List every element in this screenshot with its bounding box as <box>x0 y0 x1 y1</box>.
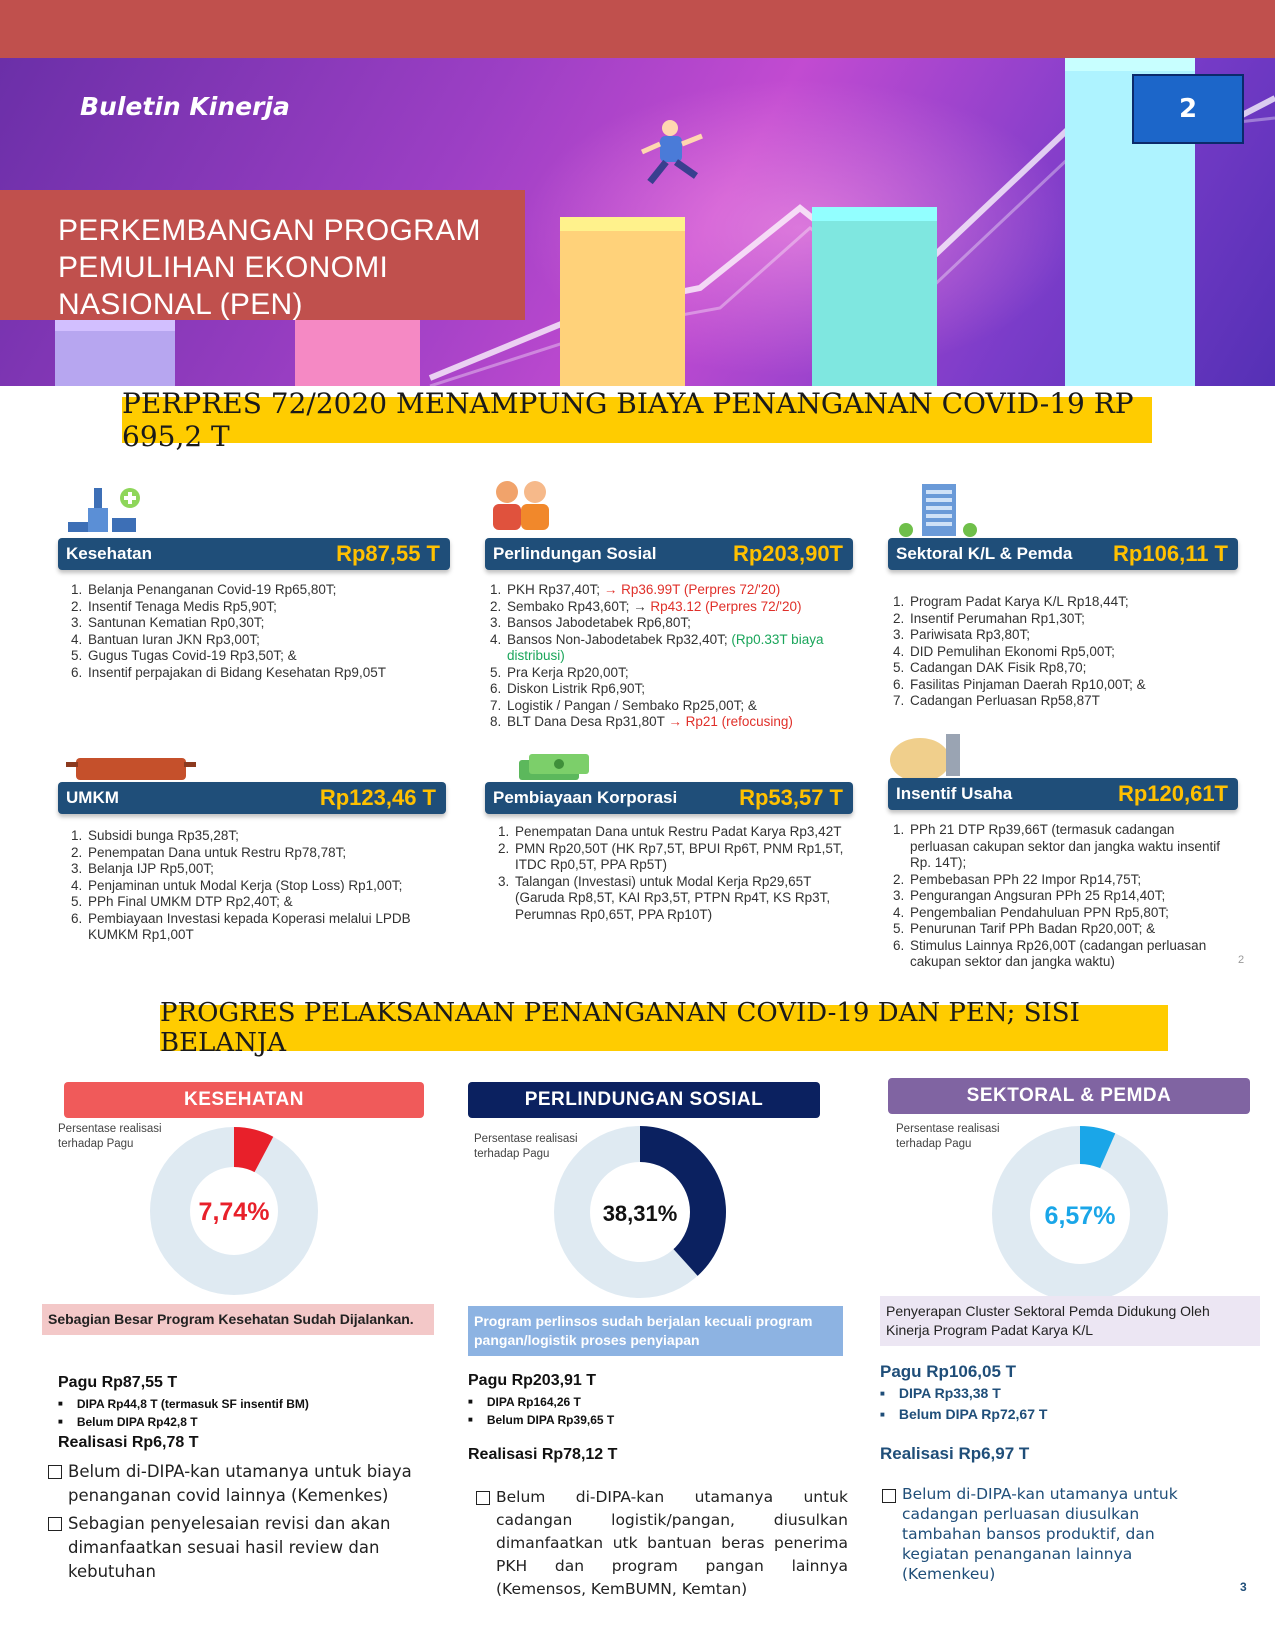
section-1-title: PERPRES 72/2020 MENAMPUNG BIAYA PENANGANAN COVID-19 RP 695,2 T <box>122 397 1152 443</box>
list-item: 7. Logistik / Pangan / Sembako Rp25,00T; & <box>505 698 850 715</box>
progress-checklist <box>880 1484 1200 1588</box>
family-icon <box>487 478 557 534</box>
page-title-line-1: PERKEMBANGAN PROGRAM <box>58 214 481 247</box>
cluster-kesehatan <box>58 478 450 718</box>
cluster-label: Insentif Usaha <box>896 784 1013 803</box>
cluster-label: Sektoral K/L & Pemda <box>896 544 1073 563</box>
list-item: 4. Bantuan Iuran JKN Rp3,00T; <box>86 632 436 649</box>
cluster-sektoral-header <box>888 538 1238 570</box>
list-item: 1. Penempatan Dana untuk Restru Padat Karya Rp3,42T <box>513 824 858 841</box>
list-item: 1. Subsidi bunga Rp35,28T; <box>86 828 441 845</box>
list-item: 6. Stimulus Lainnya Rp26,00T (cadangan perluasan cakupan sektor dan jangka waktu) <box>908 938 1233 971</box>
cluster-korporasi <box>485 752 857 972</box>
realisasi-amount: Realisasi Rp78,12 T <box>468 1446 618 1463</box>
list-item: 1. PKH Rp37,40T; → Rp36.99T (Perpres 72/'20) <box>505 582 850 599</box>
list-item: 3. Belanja IJP Rp5,00T; <box>86 861 441 878</box>
list-item: 1. Belanja Penanganan Covid-19 Rp65,80T; <box>86 582 436 599</box>
cluster-korporasi-header <box>485 782 853 814</box>
checklist-item: Belum di-DIPA-kan utamanya untuk cadangan perluasan diusulkan tambahan bansos produktif, dan kegiatan penanganan lainnya (Kemenkeu) <box>880 1484 1200 1584</box>
donut-perlinsos <box>540 1122 740 1302</box>
list-item: ■ DIPA Rp44,8 T (termasuk SF insentif BM) <box>58 1396 309 1414</box>
percent-caption: Persentase realisasi terhadap Pagu <box>896 1123 1000 1150</box>
list-item: 6. Fasilitas Pinjaman Daerah Rp10,00T; & <box>908 677 1228 694</box>
list-item: 7. Cadangan Perluasan Rp58,87T <box>908 693 1228 710</box>
page-title-line-3: NASIONAL (PEN) <box>58 288 303 321</box>
cluster-sektoral-list <box>908 594 1228 710</box>
list-item: 4. DID Pemulihan Ekonomi Rp5,00T; <box>908 644 1228 661</box>
banner-bar-4 <box>812 221 937 386</box>
list-item: 5. PPh Final UMKM DTP Rp2,40T; & <box>86 894 441 911</box>
list-item: 4. Pengembalian Pendahuluan PPN Rp5,80T; <box>908 905 1233 922</box>
pagu-amount: Pagu Rp87,55 T <box>58 1374 178 1391</box>
list-item: 2. Insentif Tenaga Medis Rp5,90T; <box>86 599 436 616</box>
runner-figure-icon <box>630 116 720 196</box>
footer-page-number: 3 <box>1240 1580 1247 1594</box>
percent-caption: Persentase realisasi terhadap Pagu <box>58 1123 162 1150</box>
list-item: 5. Gugus Tugas Covid-19 Rp3,50T; & <box>86 648 436 665</box>
cluster-amount: Rp123,46 T <box>319 785 436 810</box>
list-item: 5. Pra Kerja Rp20,00T; <box>505 665 850 682</box>
pot-icon <box>66 752 206 782</box>
progress-sektoral <box>880 1078 1260 1598</box>
progress-perlinsos <box>468 1082 853 1602</box>
list-item: ■ Belum DIPA Rp42,8 T <box>58 1414 309 1432</box>
progress-sektoral-header: SEKTORAL & PEMDA <box>888 1078 1250 1114</box>
donut-percent-label: 6,57% <box>1044 1202 1116 1230</box>
percent-caption: Persentase realisasi terhadap Pagu <box>474 1133 578 1160</box>
section-2-title: PROGRES PELAKSANAAN PENANGANAN COVID-19 DAN PEN; SISI BELANJA <box>160 1005 1168 1051</box>
cluster-perlinsos-list <box>505 582 850 731</box>
banner-bar-1 <box>55 331 175 386</box>
list-item: 6. Pembiayaan Investasi kepada Koperasi melalui LPDB KUMKM Rp1,00T <box>86 911 441 944</box>
cluster-label: Kesehatan <box>66 544 152 563</box>
list-item: 2. Sembako Rp43,60T; → Rp43.12 (Perpres 72/'20) <box>505 599 850 616</box>
donut-kesehatan <box>134 1126 334 1296</box>
progress-note: Program perlinsos sudah berjalan kecuali program pangan/logistik proses penyiapan <box>468 1306 843 1356</box>
cluster-label: Pembiayaan Korporasi <box>493 788 678 807</box>
list-item: 3. Bansos Jabodetabek Rp6,80T; <box>505 615 850 632</box>
small-page-number: 2 <box>1238 954 1245 966</box>
coin-icon <box>888 730 968 780</box>
progress-note: Penyerapan Cluster Sektoral Pemda Didukung Oleh Kinerja Program Padat Karya K/L <box>880 1296 1260 1346</box>
list-item: 8. BLT Dana Desa Rp31,80T → Rp21 (refocusing) <box>505 714 850 731</box>
page-title-box <box>0 190 525 320</box>
cluster-kesehatan-header <box>58 538 450 570</box>
pagu-amount: Pagu Rp106,05 T <box>880 1362 1017 1381</box>
page-number-badge: 2 <box>1132 74 1244 144</box>
bulletin-title: Buletin Kinerja <box>80 92 290 121</box>
progress-checklist <box>46 1460 434 1588</box>
cluster-amount: Rp53,57 T <box>739 785 843 810</box>
progress-kesehatan <box>42 1082 437 1602</box>
progress-checklist <box>474 1486 848 1605</box>
list-item: ■ DIPA Rp33,38 T <box>880 1384 1047 1405</box>
list-item: ■ Belum DIPA Rp72,67 T <box>880 1405 1047 1426</box>
list-item: 5. Penurunan Tarif PPh Badan Rp20,00T; & <box>908 921 1233 938</box>
cluster-insentif-header <box>888 778 1238 810</box>
list-item: 1. Program Padat Karya K/L Rp18,44T; <box>908 594 1228 611</box>
cluster-kesehatan-list <box>86 582 436 681</box>
building-icon <box>892 478 982 540</box>
cluster-sektoral <box>888 478 1240 718</box>
list-item: 3. Talangan (Investasi) untuk Modal Kerja Rp29,65T (Garuda Rp8,5T, KAI Rp3,5T, PTPN Rp4T, KS Rp3T, Perumnas Rp0,65T, PPA Rp10T) <box>513 874 858 924</box>
hospital-icon <box>64 478 154 538</box>
checklist-item: Belum di-DIPA-kan utamanya untuk cadangan logistik/pangan, diusulkan dimanfaatkan utk bantuan beras penerima PKH dan program pangan lainnya (Kemensos, KemBUMN, Kemtan) <box>474 1486 848 1601</box>
cluster-label: UMKM <box>66 788 119 807</box>
cluster-insentif-list <box>908 822 1233 971</box>
cluster-perlinsos <box>485 478 857 748</box>
list-item: 3. Santunan Kematian Rp0,30T; <box>86 615 436 632</box>
donut-percent-label: 7,74% <box>198 1198 270 1226</box>
list-item: 6. Diskon Listrik Rp6,90T; <box>505 681 850 698</box>
progress-perlinsos-header: PERLINDUNGAN SOSIAL <box>468 1082 820 1118</box>
pagu-breakdown <box>880 1384 1047 1426</box>
checklist-item: Belum di-DIPA-kan utamanya untuk biaya penanganan covid lainnya (Kemenkes) <box>46 1460 434 1508</box>
checklist-item: Sebagian penyelesaian revisi dan akan dimanfaatkan sesuai hasil review dan kebutuhan <box>46 1512 434 1584</box>
list-item: 3. Pengurangan Angsuran PPh 25 Rp14,40T; <box>908 888 1233 905</box>
cluster-label: Perlindungan Sosial <box>493 544 657 563</box>
list-item: 5. Cadangan DAK Fisik Rp8,70; <box>908 660 1228 677</box>
list-item: 6. Insentif perpajakan di Bidang Kesehatan Rp9,05T <box>86 665 436 682</box>
cluster-perlinsos-header <box>485 538 853 570</box>
money-stack-icon <box>515 752 595 784</box>
cluster-amount: Rp120,61T <box>1117 781 1228 806</box>
banner-bar-3 <box>560 231 685 386</box>
donut-sektoral <box>980 1124 1180 1304</box>
list-item: 4. Penjaminan untuk Modal Kerja (Stop Loss) Rp1,00T; <box>86 878 441 895</box>
list-item: 2. PMN Rp20,50T (HK Rp7,5T, BPUI Rp6T, PNM Rp1,5T, ITDC Rp0,5T, PPA Rp5T) <box>513 841 858 874</box>
cluster-amount: Rp87,55 T <box>336 541 440 566</box>
pagu-breakdown <box>468 1394 614 1430</box>
list-item: 2. Pembebasan PPh 22 Impor Rp14,75T; <box>908 872 1233 889</box>
cluster-insentif <box>888 730 1240 970</box>
cluster-korporasi-list <box>513 824 858 923</box>
realisasi-amount: Realisasi Rp6,97 T <box>880 1444 1030 1463</box>
realisasi-amount: Realisasi Rp6,78 T <box>58 1434 199 1451</box>
list-item: 2. Insentif Perumahan Rp1,30T; <box>908 611 1228 628</box>
cluster-amount: Rp106,11 T <box>1113 541 1228 566</box>
list-item: 2. Penempatan Dana untuk Restru Rp78,78T; <box>86 845 441 862</box>
cluster-umkm-list <box>86 828 441 944</box>
top-bar <box>0 0 1275 58</box>
pagu-breakdown <box>58 1396 309 1432</box>
list-item: ■ DIPA Rp164,26 T <box>468 1394 614 1412</box>
list-item: 4. Bansos Non-Jabodetabek Rp32,40T; (Rp0.33T biaya distribusi) <box>505 632 850 665</box>
pagu-amount: Pagu Rp203,91 T <box>468 1372 597 1389</box>
list-item: 3. Pariwisata Rp3,80T; <box>908 627 1228 644</box>
donut-percent-label: 38,31% <box>602 1201 678 1226</box>
cluster-umkm <box>58 752 450 972</box>
cluster-umkm-header <box>58 782 446 814</box>
cluster-amount: Rp203,90T <box>732 541 843 566</box>
page-title-line-2: PEMULIHAN EKONOMI <box>58 251 389 284</box>
progress-note: Sebagian Besar Program Kesehatan Sudah Dijalankan. <box>42 1304 434 1335</box>
list-item: ■ Belum DIPA Rp39,65 T <box>468 1412 614 1430</box>
list-item: 1. PPh 21 DTP Rp39,66T (termasuk cadangan perluasan cakupan sektor dan jangka waktu insentif Rp. 14T); <box>908 822 1233 872</box>
progress-kesehatan-header: KESEHATAN <box>64 1082 424 1118</box>
